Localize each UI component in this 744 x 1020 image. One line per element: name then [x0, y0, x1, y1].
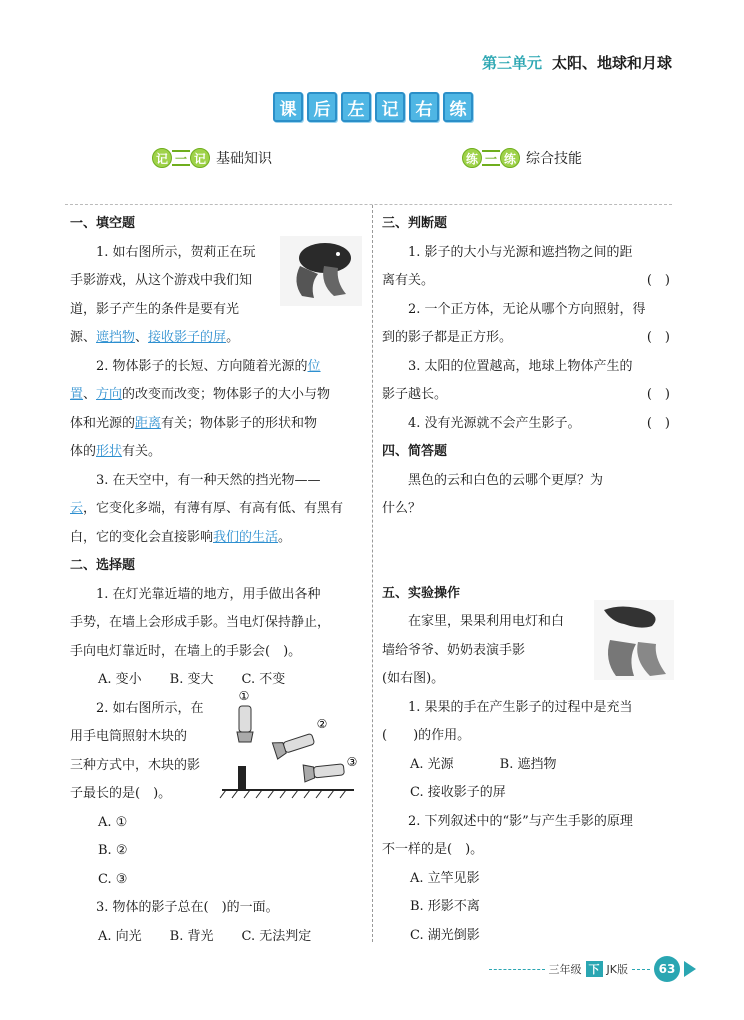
- badge-char: 练: [462, 148, 482, 168]
- question-text: 4. 没有光源就不会产生影子。: [408, 415, 581, 431]
- question-text: 有关。: [122, 444, 162, 459]
- fill-blank-heading: 一、填空题: [70, 216, 136, 231]
- question-text: 1. 果果的手在产生影子的过程中是充当: [408, 699, 633, 715]
- multiple-choice-heading: 二、选择题: [70, 558, 136, 573]
- badge-char: 练: [500, 148, 520, 168]
- page-number: 63: [654, 956, 680, 982]
- answer-bracket[interactable]: ( ): [646, 415, 670, 431]
- wood-block: [238, 766, 246, 790]
- answer-text: 遮挡物: [96, 330, 136, 345]
- answer-bracket[interactable]: ( ): [646, 273, 670, 288]
- true-false-heading: 三、判断题: [382, 216, 448, 231]
- banner-char: 练: [443, 92, 473, 122]
- question-text: 、: [135, 330, 149, 345]
- answer-bracket[interactable]: ( ): [646, 330, 670, 345]
- experiment-heading: 五、实验操作: [382, 585, 461, 601]
- question-text: 2. 物体影子的长短、方向随着光源的: [96, 358, 308, 374]
- section-basic-knowledge: [152, 148, 272, 168]
- answer-text: 云: [70, 501, 84, 516]
- question-text: 到的影子都是正方形。: [382, 330, 513, 345]
- page-banner: [273, 92, 473, 122]
- badge-char: 记: [152, 148, 172, 168]
- unit-label: 第三单元: [481, 54, 542, 72]
- question-text: 不一样的是( )。: [382, 842, 484, 857]
- section-badge: [152, 148, 210, 168]
- choice-option[interactable]: B. 背光: [169, 928, 214, 944]
- question-text: 在家里，果果利用电灯和白: [408, 614, 565, 629]
- section-label: 综合技能: [526, 151, 582, 167]
- question-text: 、: [83, 387, 97, 402]
- question-text: 3. 物体的影子总在( )的一面。: [96, 900, 279, 915]
- question-text: 什么？: [382, 501, 422, 516]
- question-text: ，它变化多端，有薄有厚、有高有低、有黑有: [83, 501, 344, 516]
- question-text: 3. 在天空中，有一种天然的挡光物——: [96, 472, 321, 488]
- question-text: 道，影子产生的条件是要有光: [70, 301, 240, 317]
- banner-char: 课: [273, 92, 303, 122]
- choice-option[interactable]: A. 变小: [98, 672, 142, 687]
- question-text: 用手电筒照射木块的: [70, 729, 188, 744]
- next-arrow-icon: [684, 961, 696, 977]
- footer-rule: [632, 969, 650, 970]
- flashlight-illustration: [218, 686, 358, 800]
- footer-term: 下: [586, 961, 603, 977]
- question-text: 白，它的变化会直接影响: [70, 529, 214, 545]
- question-text: 体和光源的: [70, 415, 136, 431]
- question-text: 的改变而改变；物体影子的大小与物: [122, 387, 331, 402]
- column-divider: [372, 205, 373, 942]
- footer-grade: 三年级: [548, 963, 582, 976]
- hand-shadow-photo: [594, 600, 674, 680]
- top-divider: [65, 204, 672, 205]
- choice-option[interactable]: A. 立竿见影: [410, 870, 480, 886]
- question-text: 。: [278, 529, 292, 545]
- choice-options: [382, 751, 674, 780]
- question-text: 离有关。: [382, 273, 435, 288]
- choice-option[interactable]: B. 遮挡物: [499, 756, 557, 772]
- question-text: 墙给爷爷、奶奶表演手影: [382, 642, 526, 658]
- answer-text: 接收影子的屏: [148, 330, 227, 345]
- question-text: 源、: [70, 330, 97, 345]
- section-badge: [462, 148, 520, 168]
- answer-space[interactable]: [382, 524, 674, 580]
- choice-option[interactable]: A. 向光: [98, 928, 142, 944]
- question-text: ( )的作用。: [382, 728, 471, 743]
- choice-options: [70, 923, 366, 952]
- section-comprehensive-skills: [462, 148, 582, 168]
- answer-text: 方向: [96, 387, 123, 402]
- flashlight-label: ②: [316, 717, 328, 731]
- question-text: 手向电灯靠近时，在墙上的手影会( )。: [70, 643, 302, 659]
- question-text: 手影游戏，从这个游戏中我们知: [70, 273, 253, 288]
- choice-option[interactable]: B. ②: [98, 843, 128, 858]
- choice-option[interactable]: A. ①: [98, 814, 128, 830]
- question-text: 3. 太阳的位置越高，地球上物体产生的: [408, 358, 633, 374]
- left-column: [70, 210, 366, 951]
- question-text: 子最长的是( )。: [70, 786, 172, 801]
- page-footer: [489, 956, 696, 982]
- question-text: 1. 在灯光靠近墙的地方，用手做出各种: [96, 586, 321, 602]
- choice-option[interactable]: A. 光源: [410, 756, 454, 772]
- flashlight-3: [303, 761, 345, 782]
- answer-text: 置: [70, 387, 84, 402]
- section-label: 基础知识: [216, 151, 272, 167]
- choice-option[interactable]: B. 形影不离: [410, 899, 480, 914]
- choice-option[interactable]: B. 变大: [169, 672, 214, 687]
- choice-option[interactable]: C. 湖光倒影: [410, 927, 480, 943]
- question-text: 影子越长。: [382, 387, 448, 402]
- flashlight-2: [272, 730, 315, 759]
- flashlight-1: [237, 706, 253, 742]
- unit-header: [482, 52, 672, 73]
- badge-char: 一: [482, 150, 500, 166]
- flashlight-label: ①: [238, 689, 250, 703]
- banner-char: 后: [307, 92, 337, 122]
- badge-char: 一: [172, 150, 190, 166]
- footer-rule: [489, 969, 545, 970]
- question-text: (如右图)。: [382, 671, 445, 686]
- question-text: 。: [226, 330, 240, 345]
- question-text: 2. 一个正方体，无论从哪个方向照射，得: [408, 301, 646, 317]
- question-text: 1. 影子的大小与光源和遮挡物之间的距: [408, 244, 633, 260]
- question-text: 有关；物体影子的形状和物: [161, 415, 318, 431]
- banner-char: 右: [409, 92, 439, 122]
- flashlight-label: ③: [346, 755, 358, 769]
- question-text: 手势，在墙上会形成手影。当电灯保持静止，: [70, 615, 331, 630]
- choice-option[interactable]: C. 接收影子的屏: [410, 785, 506, 800]
- answer-bracket[interactable]: ( ): [646, 387, 670, 402]
- banner-char: 记: [375, 92, 405, 122]
- question-text: 2. 如右图所示，在: [96, 700, 204, 716]
- right-column: [382, 210, 674, 950]
- question-text: 2. 下列叙述中的“影”与产生手影的原理: [408, 813, 633, 829]
- badge-char: 记: [190, 148, 210, 168]
- answer-text: 我们的生活: [213, 529, 279, 545]
- question-text: 体的: [70, 444, 97, 459]
- footer-edition: JK版: [606, 963, 628, 976]
- choice-option[interactable]: C. 不变: [241, 672, 286, 687]
- question-text: 黑色的云和白色的云哪个更厚？为: [408, 472, 604, 488]
- choice-option[interactable]: C. ③: [98, 871, 128, 887]
- answer-text: 位: [307, 358, 321, 374]
- choice-option[interactable]: C. 无法判定: [241, 928, 312, 944]
- question-text: 三种方式中，木块的影: [70, 757, 201, 773]
- question-text: 1. 如右图所示，贺莉正在玩: [96, 244, 256, 260]
- hand-shadow-illustration: [280, 236, 362, 306]
- banner-char: 左: [341, 92, 371, 122]
- answer-text: 形状: [96, 444, 123, 459]
- short-answer-heading: 四、简答题: [382, 444, 448, 459]
- unit-title: 太阳、地球和月球: [551, 54, 672, 72]
- answer-text: 距离: [135, 415, 162, 431]
